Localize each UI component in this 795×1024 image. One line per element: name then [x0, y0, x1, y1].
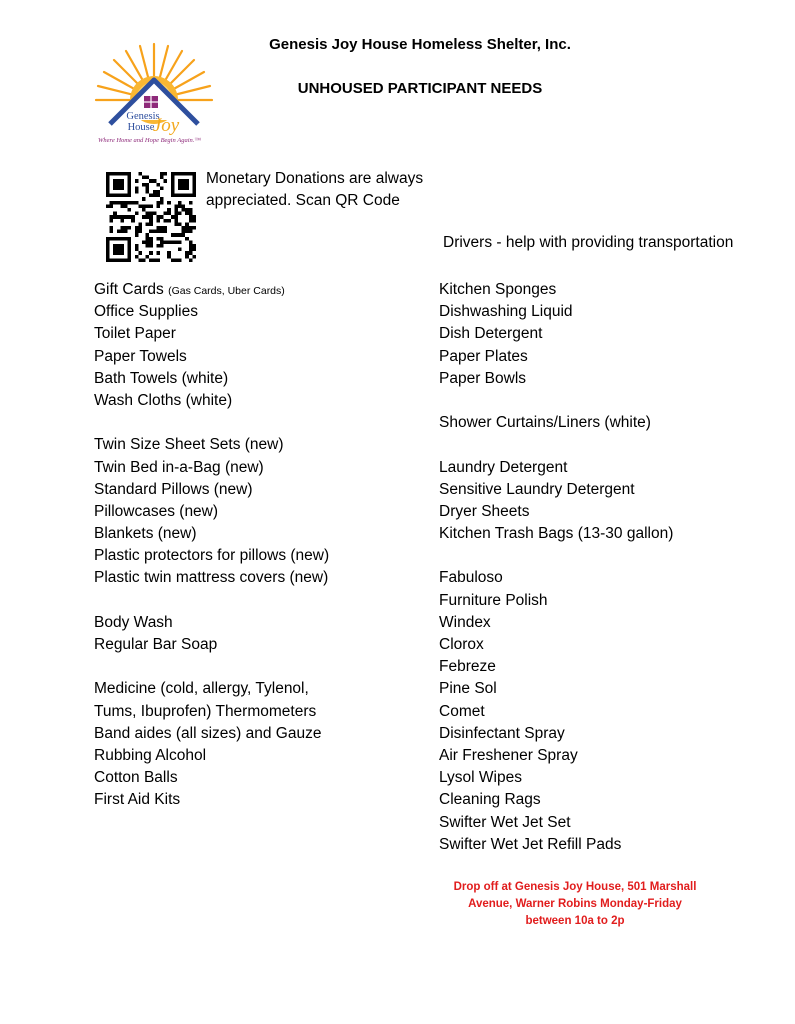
list-item: [439, 812, 769, 834]
list-item: [94, 789, 424, 811]
list-item-text: Twin Size Sheet Sets (new): [94, 436, 284, 454]
list-item: [439, 346, 769, 368]
list-item: [94, 701, 424, 723]
list-item: [439, 834, 769, 856]
list-item-text: Rubbing Alcohol: [94, 746, 207, 764]
list-item-text: Regular Bar Soap: [94, 636, 218, 653]
list-item: [439, 479, 769, 501]
list-item: [439, 745, 769, 767]
list-item-text: Toilet Paper: [94, 325, 176, 343]
list-item: [439, 678, 769, 700]
list-item-text: Plastic protectors for pillows (new): [94, 547, 330, 565]
list-item-text: Dryer Sheets: [439, 502, 530, 520]
list-item-text: Windex: [439, 613, 491, 631]
sun-house-icon: [90, 38, 218, 153]
list-item: [94, 634, 424, 656]
list-item-text: Dishwashing Liquid: [439, 303, 573, 321]
list-item-text: Kitchen Sponges: [439, 281, 557, 298]
list-item: [439, 279, 769, 301]
list-item-text: Paper Bowls: [439, 369, 527, 387]
list-item-text: Pillowcases (new): [94, 502, 219, 520]
list-item: [94, 545, 424, 567]
logo-word-house: House: [127, 122, 155, 133]
logo-word-genesis: Genesis: [126, 111, 160, 122]
list-item: [439, 767, 769, 789]
list-item-text: Lysol Wipes: [439, 769, 522, 787]
dropoff-line-1: Drop off at Genesis Joy House, 501 Marshall: [453, 881, 697, 893]
list-item-text: Shower Curtains/Liners (white): [439, 414, 651, 432]
list-item: [94, 346, 424, 368]
list-item: [94, 612, 424, 634]
list-item-text: Band aides (all sizes) and Gauze: [94, 724, 322, 742]
list-item-text: Kitchen Trash Bags (13-30 gallon): [439, 525, 674, 543]
logo: [90, 38, 218, 153]
list-spacer: [94, 590, 424, 612]
list-item-text: Wash Cloths (white): [94, 391, 233, 409]
drivers-text: Drivers - help with providing transportation: [443, 234, 734, 251]
list-item: [439, 368, 769, 390]
list-item-text: Furniture Polish: [439, 591, 548, 609]
list-item-text: Medicine (cold, allergy, Tylenol,: [94, 680, 309, 698]
dropoff-line-2: Avenue, Warner Robins Monday-Friday: [468, 898, 682, 910]
monetary-donation-text: Monetary Donations are always appreciated. Scan QR Code: [206, 170, 424, 209]
list-item-text: Paper Plates: [439, 347, 528, 365]
list-item: [439, 656, 769, 678]
list-item: [439, 323, 769, 345]
list-item: [439, 501, 769, 523]
list-item: [94, 368, 424, 390]
list-item-text: Pine Sol: [439, 680, 497, 698]
list-item-text: Dish Detergent: [439, 325, 543, 343]
list-item: [94, 434, 424, 456]
list-item-text: Laundry Detergent: [439, 458, 568, 476]
list-item: [94, 479, 424, 501]
list-item: [94, 723, 424, 745]
list-item-text: Fabuloso: [439, 569, 503, 587]
list-item-text: Cleaning Rags: [439, 791, 541, 809]
list-item: [439, 789, 769, 811]
list-item: [94, 457, 424, 479]
list-item-text: Swifter Wet Jet Refill Pads: [439, 835, 622, 853]
page-title: UNHOUSED PARTICIPANT NEEDS: [297, 80, 543, 97]
list-item-text: Air Freshener Spray: [439, 746, 578, 764]
list-item-text: Gift Cards: [94, 281, 164, 298]
list-item: [439, 612, 769, 634]
list-item-text: Clorox: [439, 636, 484, 653]
list-item-text: Cotton Balls: [94, 769, 178, 787]
logo-tagline: Where Home and Hope Begin Again.™: [98, 137, 201, 144]
list-item: [94, 301, 424, 323]
list-item-text: Twin Bed in-a-Bag (new): [94, 458, 264, 476]
list-item: [439, 301, 769, 323]
list-item-text: Febreze: [439, 658, 496, 676]
list-item: [94, 767, 424, 789]
list-item: [94, 523, 424, 545]
list-item: [439, 567, 769, 589]
dropoff-line-3: between 10a to 2p: [525, 915, 625, 927]
list-item: [439, 634, 769, 656]
org-name: Genesis Joy House Homeless Shelter, Inc.: [269, 36, 571, 53]
list-item: [94, 501, 424, 523]
logo-word-joy: Joy: [152, 115, 180, 136]
list-item-text: Swifter Wet Jet Set: [439, 813, 571, 831]
list-item: [94, 567, 424, 589]
list-item-text: First Aid Kits: [94, 791, 181, 809]
list-item-text: Paper Towels: [94, 347, 187, 365]
left-needs-list: [94, 279, 424, 812]
right-needs-list: [439, 279, 769, 856]
list-item: [439, 701, 769, 723]
list-spacer: [439, 434, 769, 456]
dropoff-info: [420, 879, 730, 930]
list-item: [439, 590, 769, 612]
list-item: [94, 323, 424, 345]
list-item-text: Standard Pillows (new): [94, 480, 253, 498]
list-item: [439, 412, 769, 434]
qr-code-icon[interactable]: [106, 172, 196, 262]
list-item: [439, 457, 769, 479]
list-item-text: Bath Towels (white): [94, 369, 229, 387]
list-spacer: [439, 390, 769, 412]
list-spacer: [94, 412, 424, 434]
list-item: [94, 279, 424, 301]
list-item: [94, 745, 424, 767]
list-item: [439, 523, 769, 545]
list-item: [439, 723, 769, 745]
list-item-text: Comet: [439, 702, 485, 720]
list-item-text: Sensitive Laundry Detergent: [439, 480, 635, 498]
list-item-note: (Gas Cards, Uber Cards): [168, 285, 285, 297]
list-spacer: [94, 656, 424, 678]
list-item-text: Disinfectant Spray: [439, 724, 565, 742]
list-item-text: Plastic twin mattress covers (new): [94, 569, 329, 587]
list-item-text: Tums, Ibuprofen) Thermometers: [94, 702, 317, 720]
list-item: [94, 390, 424, 412]
list-spacer: [439, 545, 769, 567]
list-item: [94, 678, 424, 700]
list-item-text: Blankets (new): [94, 525, 197, 543]
list-item-text: Body Wash: [94, 613, 173, 631]
list-item-text: Office Supplies: [94, 303, 198, 321]
